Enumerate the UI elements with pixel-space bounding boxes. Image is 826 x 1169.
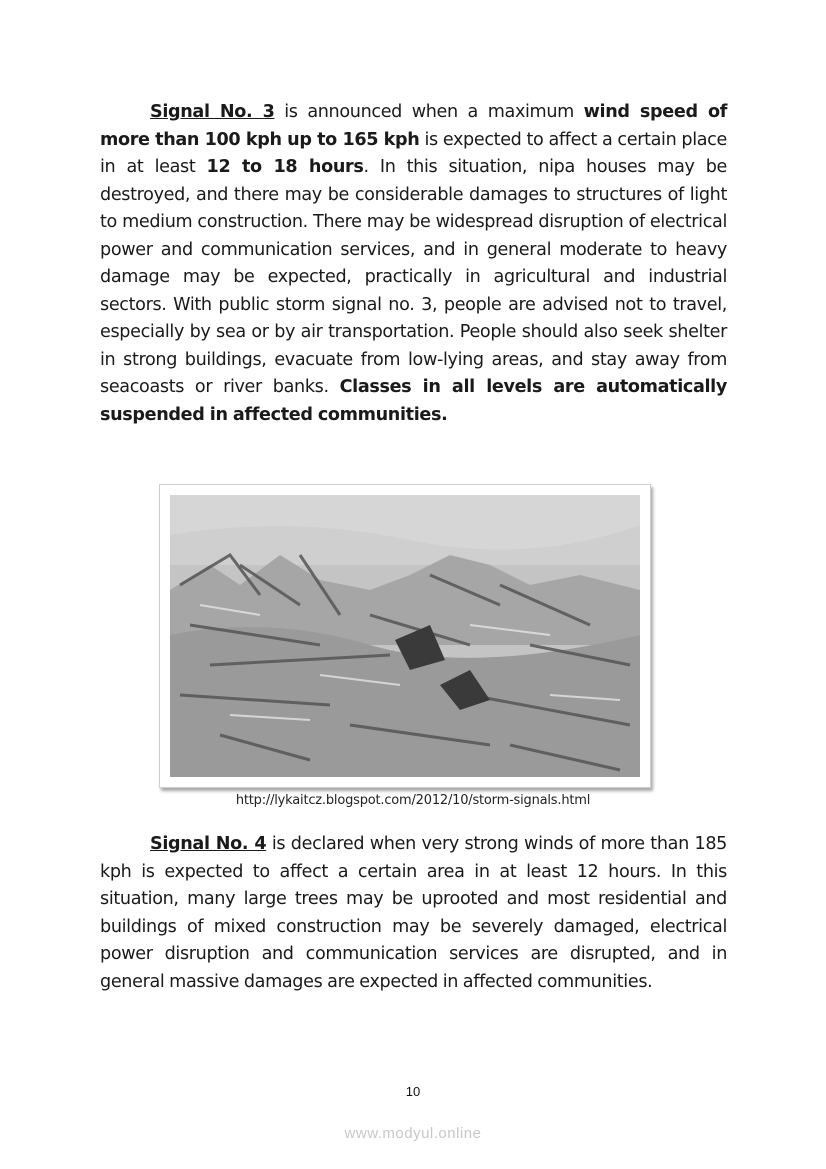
signal-4-heading: Signal No. 4 — [150, 834, 267, 854]
storm-damage-figure — [159, 484, 651, 788]
signal-4-paragraph — [100, 831, 727, 996]
signal-3-paragraph — [100, 99, 727, 429]
debris-illustration — [170, 495, 640, 777]
text-run: . In this situation, nipa houses may be destroyed, and there may be considerable damages to structures of light to medium construction. There may be widespread disruption of electrical power and communication services, and in general moderate to heavy damage may be expected, practically in agricultural and industrial sectors. With public storm signal no. 3, people are advised not to travel, especially by sea or by air transportation. People should also seek shelter in strong buildings, evacuate from low-lying areas, and stay away from seacoasts or river banks. — [100, 157, 727, 397]
storm-damage-photo — [170, 495, 640, 777]
duration-emphasis: 12 to 18 hours — [206, 157, 364, 177]
text-run: is expected to affect a certain place in at least — [100, 129, 727, 177]
page-number: 10 — [405, 1084, 421, 1099]
text-run: is announced when a maximum — [274, 102, 584, 122]
text-run: is declared when very strong winds of more than 185 kph is expected to affect a certain area in at least 12 hours. In this situation, many large trees may be uprooted and most residential and buildings of mixed construction may be severely damaged, electrical power disruption and communication services are disrupted, and in general massive damages are expected in affected communities. — [100, 834, 728, 992]
figure-caption: http://lykaitcz.blogspot.com/2012/10/storm-signals.html — [235, 793, 591, 808]
watermark: www.modyul.online — [344, 1125, 482, 1142]
signal-3-heading: Signal No. 3 — [150, 102, 275, 122]
wind-speed-emphasis: wind speed of more than 100 kph up to 165 kph — [100, 102, 728, 150]
class-suspension-emphasis: Classes in all levels are automatically suspended in affected communities. — [100, 377, 727, 425]
